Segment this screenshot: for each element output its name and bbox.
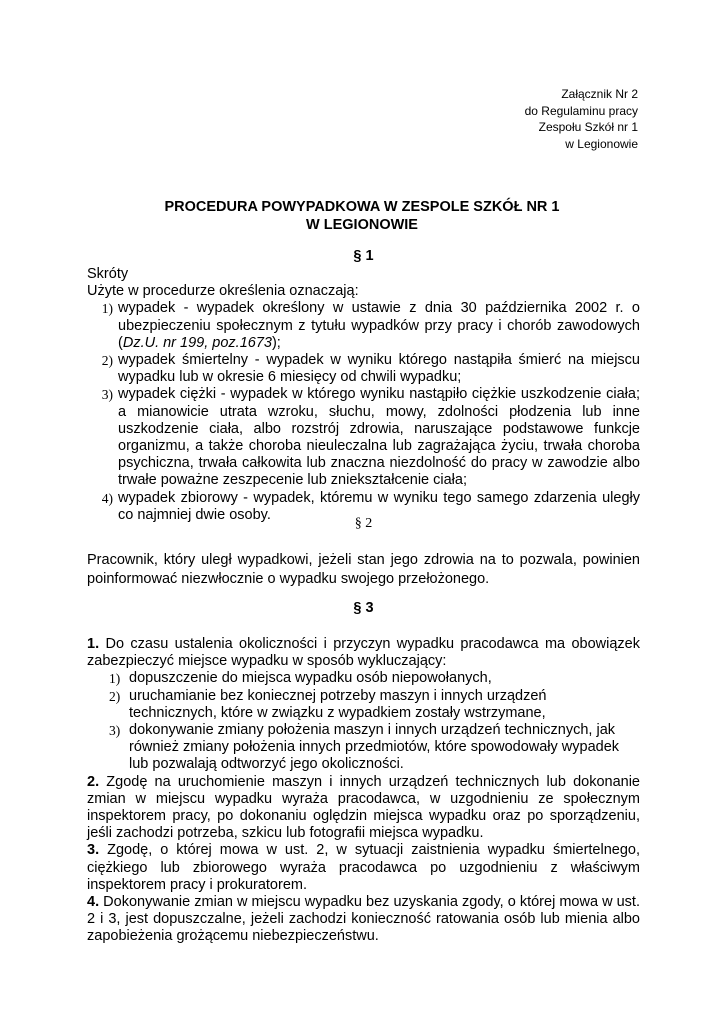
section-1-intro: Użyte w procedurze określenia oznaczają: bbox=[87, 283, 359, 300]
definition-item: 4) wypadek zbiorowy - wypadek, któremu w wyniku tego samego zdarzenia uległy co najmniej dwie osoby. bbox=[101, 489, 640, 523]
annex-line: do Regulaminu pracy bbox=[524, 103, 638, 118]
definition-item: 1) wypadek - wypadek określony w ustawie z dnia 30 października 2002 r. o ubezpieczeniu społecznym z tytułu wypadków przy pracy i chorób zawodowych (Dz.U. nr 199, poz.1673); bbox=[101, 300, 640, 351]
section-1-body bbox=[87, 266, 640, 524]
paragraph-4: 4. Dokonywanie zmian w miejscu wypadku bez uzyskania zgody, o której mowa w ust. 2 i 3, jest dopuszczalne, jeżeli zachodzi konieczność ratowania osób lub mienia albo zapobieżenia grożącemu niebezpieczeństwu. bbox=[87, 894, 640, 945]
item-number: 3) bbox=[109, 723, 121, 739]
section-2-heading: § 2 bbox=[354, 516, 373, 531]
section-3-heading: § 3 bbox=[353, 600, 374, 616]
item-number: 2) bbox=[101, 353, 113, 369]
paragraph-number: 1. bbox=[87, 636, 100, 652]
annex-line: Zespołu Szkół nr 1 bbox=[538, 120, 638, 134]
item-number: 3) bbox=[101, 387, 113, 403]
item-number: 4) bbox=[101, 490, 113, 506]
section-2-text: Pracownik, który uległ wypadkowi, jeżeli stan jego zdrowia na to pozwala, powinien poinformować niezwłocznie o wypadku swojego przełożonego. bbox=[87, 552, 640, 587]
title-line: PROCEDURA POWYPADKOWA W ZESPOLE SZKÓŁ NR 1 bbox=[164, 199, 560, 215]
item-number: 1) bbox=[109, 671, 121, 687]
definition-item: 3) wypadek ciężki - wypadek w którego wyniku nastąpiło ciężkie uszkodzenie ciała; a mianowicie utrata wzroku, słuchu, mowy, zdolności płodzenia lub inne uszkodzenie ciała, albo rozstrój zdrowia, naruszające podstawowe funkcje organizmu, a także choroba nieuleczalna lub zagrażająca życiu, trwała choroba psychiczna, trwała całkowita lub znaczna niezdolność do pracy w zawodzie albo trwałe poważne zeszpecenie lub zniekształcenie ciała; bbox=[101, 386, 640, 489]
item-number: 1) bbox=[101, 301, 113, 317]
paragraph-number: 3. bbox=[87, 842, 100, 859]
definition-item: 2) wypadek śmiertelny - wypadek w wyniku którego nastąpiła śmierć na miejscu wypadku lub w okresie 6 miesięcy od chwili wypadku; bbox=[101, 352, 640, 386]
section-1-subheading: Skróty bbox=[87, 266, 129, 282]
section-1-heading: § 1 bbox=[353, 248, 374, 264]
document-title bbox=[0, 198, 724, 234]
annex-line: Załącznik Nr 2 bbox=[561, 87, 638, 101]
annex-header bbox=[525, 86, 638, 152]
paragraph-1: 1. Do czasu ustalenia okoliczności i przyczyn wypadku pracodawca ma obowiązek zabezpieczyć miejsce wypadku w sposób wykluczający: bbox=[87, 636, 640, 670]
annex-line: w Legionowie bbox=[565, 136, 638, 151]
item-number: 2) bbox=[109, 688, 121, 704]
paragraph-3: 3. Zgodę, o której mowa w ust. 2, w sytuacji zaistnienia wypadku śmiertelnego, ciężkiego lub zbiorowego wyraża pracodawca po uzgodnieniu z właściwym inspektorem pracy i prokuratorem. bbox=[87, 842, 640, 893]
list-item: 3) dokonywanie zmiany położenia maszyn i innych urządzeń technicznych, jak również zmiany położenia innych przedmiotów, które spowodowały wypadek lub pozwalają odtworzyć jego okoliczności. bbox=[109, 722, 620, 773]
list-item: 1) dopuszczenie do miejsca wypadku osób niepowołanych, bbox=[109, 670, 492, 687]
paragraph-number: 4. bbox=[87, 894, 100, 911]
paragraph-2: 2. Zgodę na uruchomienie maszyn i innych urządzeń technicznych lub dokonanie zmian w miejscu wypadku wyraża pracodawca, w uzgodnieniu ze społecznym inspektorem pracy, po dokonaniu oględzin miejsca wypadku oraz po sporządzeniu, jeśli zachodzi potrzeba, szkicu lub fotografii miejsca wypadku. bbox=[87, 773, 640, 842]
paragraph-number: 2. bbox=[87, 773, 100, 790]
title-line: W LEGIONOWIE bbox=[306, 217, 418, 233]
section-3-body bbox=[87, 636, 640, 946]
list-item: 2) uruchamianie bez koniecznej potrzeby maszyn i innych urządzeń technicznych, które w związku z wypadkiem zostały wstrzymane, bbox=[109, 687, 547, 721]
legal-reference: Dz.U. nr 199, poz.1673 bbox=[122, 334, 272, 351]
